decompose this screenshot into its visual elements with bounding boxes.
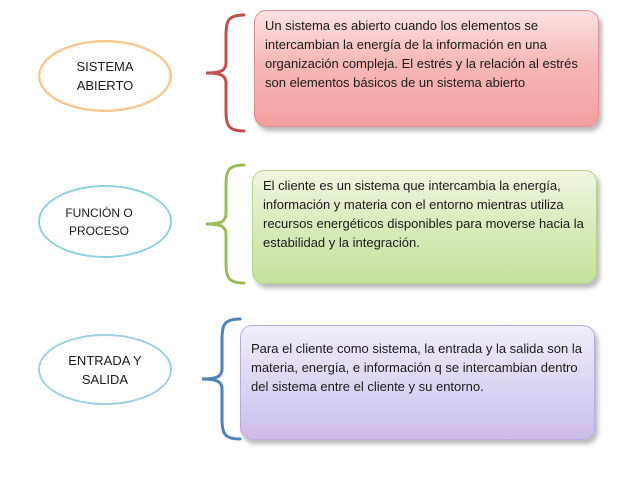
- concept-oval-funcion-proceso: [38, 185, 172, 258]
- concept-oval-entrada-salida: [38, 334, 172, 405]
- description-box-funcion-proceso: [252, 170, 597, 284]
- description-text: Un sistema es abierto cuando los elementos se intercambian la energía de la información en una organización compleja. El estrés y la relación al estrés son elementos básicos de un sistema abierto: [265, 18, 578, 90]
- brace-funcion-proceso: [200, 163, 250, 285]
- concept-oval-sistema-abierto: [38, 40, 172, 112]
- concept-label: FUNCIÓN O PROCESO: [65, 205, 133, 238]
- description-text: Para el cliente como sistema, la entrada y la salida son la materia, energía, e información q se intercambian dentro del sistema entre el cliente y su entorno.: [251, 341, 582, 394]
- description-box-sistema-abierto: [254, 10, 599, 127]
- description-box-entrada-salida: [240, 325, 595, 440]
- concept-label: SISTEMA ABIERTO: [76, 59, 134, 93]
- description-text: El cliente es un sistema que intercambia la energía, información y materia con el entorno mientras utiliza recursos energéticos disponibles para moverse hacia la estabilidad y la integración.: [263, 178, 584, 250]
- concept-label: ENTRADA Y SALIDA: [68, 352, 142, 387]
- brace-sistema-abierto: [200, 13, 250, 133]
